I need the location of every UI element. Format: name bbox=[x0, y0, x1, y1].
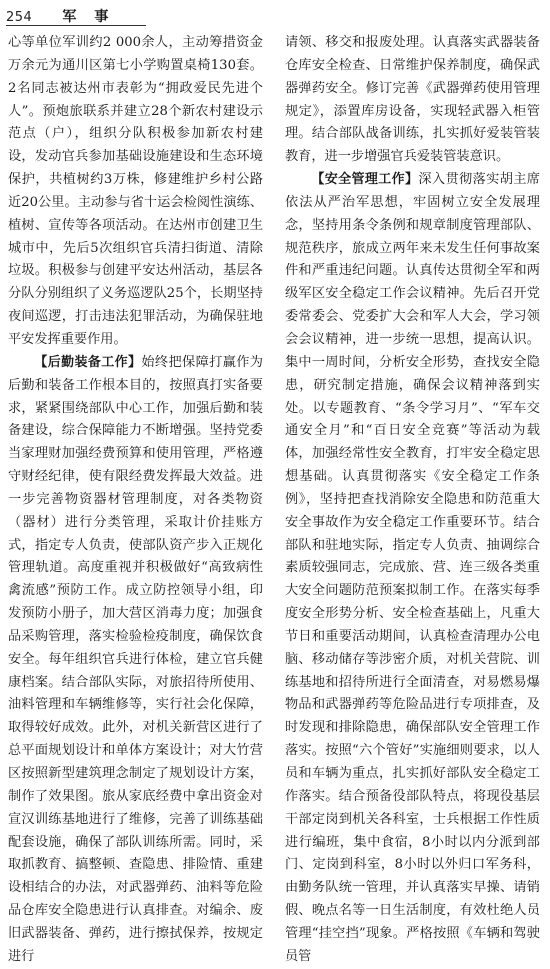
page-number: 254 bbox=[6, 10, 33, 25]
heading-logistics: 【后勤装备工作】 bbox=[34, 354, 142, 370]
paragraph-logistics bbox=[8, 352, 263, 969]
right-column bbox=[285, 32, 540, 969]
heading-safety: 【安全管理工作】 bbox=[311, 172, 419, 188]
paragraph-safety-text: 深入贯彻落实胡主席依法从严治军思想，牢固树立安全发展理念，坚持用条令条例和规章制度管理部队、规范秩序，旅成立两年来未发生任何事故案件和严重违纪问题。认真传达贯彻全军和两级军区安全稳定工作会议精神。先后召开党委常委会、党委扩大会和军人大会，学习领会会议精神，进一步统一思想，提高认识。集中一周时间，分析安全形势，查找安全隐患，研究制定措施，确保会议精神落到实处。以专题教育、“条令学习月”、“军车交通安全月”和“百日安全竞赛”等活动为载体，加强经常性安全教育，打牢安全稳定思想基础。认真贯彻落实《安全稳定工作条例》，坚持把查找消除安全隐患和防范重大安全事故作为安全稳定工作重要环节。结合部队和驻地实际，指定专人负责、抽调综合素质较强同志，完成旅、营、连三级各类重大安全问题防范预案拟制工作。在落实每季度安全形势分析、安全检查基础上，凡重大节日和重要活动期间，认真检查清理办公电脑、移动储存等涉密介质，对机关营院、训练基地和招待所进行全面清查，对易燃易爆物品和武器弹药等危险品进行专项排查，及时发现和排除隐患，确保部队安全管理工作落实。按照“六个管好”实施细则要求，以人员和车辆为重点，扎实抓好部队安全稳定工作落实。结合预备役部队特点，将现役基层干部定岗到机关各科室，士兵根据工作性质进行编班，集中食宿，8小时以内分派到部门、定岗到科室，8小时以外归口军务科，由勤务队统一管理，并认真落实早操、请销假、晚点名等一日生活制度，有效杜绝人员管理“挂空挡”现象。严格按照《车辆和驾驶员管 bbox=[285, 172, 540, 964]
section-title: 军事 bbox=[62, 9, 127, 25]
left-column bbox=[8, 32, 263, 969]
paragraph-logistics-text: 始终把保障打赢作为后勤和装备工作根本目的，按照真打实备要求，紧紧围绕部队中心工作，加强后勤和装备建设，综合保障能力不断增强。坚持党委当家理财加强经费预算和使用管理，严格遵守财经纪律，使有限经费发挥最大效益。进一步完善物资器材管理制度，对各类物资（器材）进行分类管理，采取计价挂账方式，指定专人负责，使部队资产步入正规化管理轨道。高度重视并积极做好“高致病性禽流感”预防工作。成立防控领导小组，印发预防小册子，加大营区消毒力度；加强食品采购管理，落实检验检疫制度，确保饮食安全。每年组织官兵进行体检，建立官兵健康档案。结合部队实际，对旅招待所使用、油料管理和车辆维修等，实行社会化保障，取得较好成效。此外，对机关新营区进行了总平面规划设计和单体方案设计；对大竹营区按照新型建筑理念制定了规划设计方案，制作了效果图。旅从家底经费中拿出资金对宣汉训练基地进行了维修，完善了训练基础配套设施，确保了部队训练所需。同时，采取抓教育、搞整顿、查隐患、排险情、重建设相结合的办法，对武器弹药、油料等危险品仓库安全隐患进行认真排查。对编余、废旧武器装备、弹药，进行擦拭保养，按规定进行 bbox=[8, 354, 263, 964]
header-rule bbox=[6, 25, 146, 26]
paragraph-safety bbox=[285, 169, 540, 969]
page-header bbox=[6, 2, 276, 24]
paragraph-equipment-continued: 请领、移交和报废处理。认真落实武器装备仓库安全检查、日常维护保养制度，确保武器弹药安全。修订完善《武器弹药使用管理规定》，添置库房设备，实现轻武器入柜管理。结合部队战备训练，扎实抓好爱装管装教育，进一步增强官兵爱装管装意识。 bbox=[285, 35, 540, 165]
paragraph-civil-military: 心等单位军训约2 000余人，主动筹措资金万余元为通川区第七小学购置桌椅130套。2名同志被达州市表彰为“拥政爱民先进个人”。预炮旅联系并建立28个新农村建设示范点（户），组织分队积极参加新农村建设，发动官兵参加基础设施建设和生态环境保护，共植树约3万株，修建维护乡村公路近20公里。主动参与省十运会检阅性演练、植树、宣传等各项活动。在达州市创建卫生城市中，先后5次组织官兵清扫街道、清除垃圾。积极参与创建平安达州活动，基层各分队分别组织了义务巡逻队25个，长期坚持夜间巡逻，打击违法犯罪活动，为确保驻地平安发挥重要作用。 bbox=[8, 35, 263, 347]
